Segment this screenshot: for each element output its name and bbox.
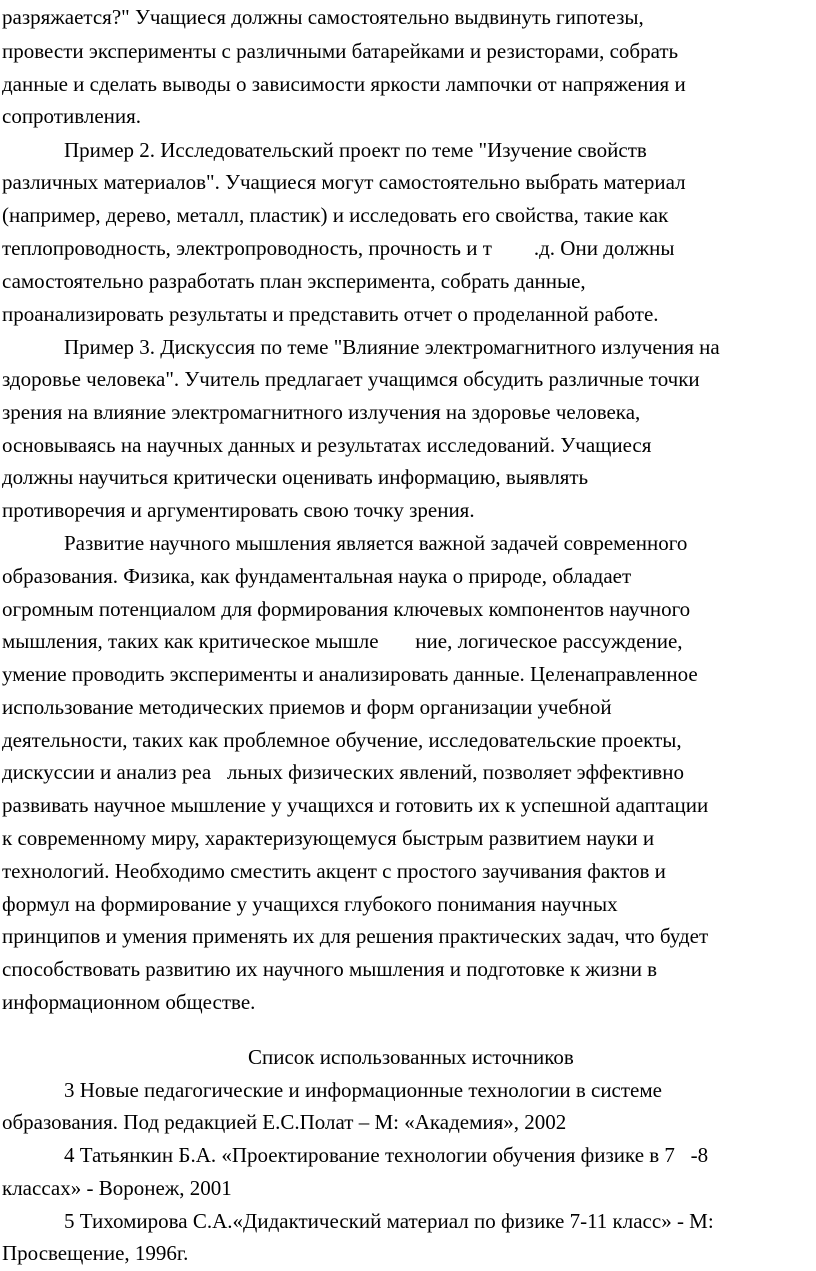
paragraph-line: умение проводить эксперименты и анализировать данные. Целенаправленное	[2, 662, 698, 686]
paragraph-line: разряжается?" Учащиеся должны самостоятельно выдвинуть гипотезы,	[2, 5, 644, 29]
reference-line: Просвещение, 1996г.	[2, 1241, 189, 1265]
paragraph-line: провести эксперименты с различными батарейками и резисторами, собрать	[2, 39, 679, 63]
paragraph-line: противоречия и аргументировать свою точку зрения.	[2, 498, 475, 522]
paragraph-line: развивать научное мышление у учащихся и готовить их к успешной адаптации	[2, 793, 709, 817]
reference-line: классах» - Воронеж, 2001	[2, 1176, 232, 1200]
reference-line: 3 Новые педагогические и информационные технологии в системе	[64, 1078, 662, 1102]
paragraph-line: дискуссии и анализ реа льных физических явлений, позволяет эффективно	[2, 760, 684, 784]
paragraph-line: Пример 2. Исследовательский проект по теме "Изучение свойств	[64, 138, 647, 162]
paragraph-line: использование методических приемов и форм организации учебной	[2, 695, 612, 719]
references-heading: Список использованных источников	[248, 1045, 574, 1069]
reference-line: 4 Татьянкин Б.А. «Проектирование технологии обучения физике в 7 -8	[64, 1143, 709, 1167]
paragraph-line: способствовать развитию их научного мышления и подготовке к жизни в	[2, 957, 658, 981]
paragraph-line: принципов и умения применять их для решения практических задач, что будет	[2, 924, 709, 948]
paragraph-line: теплопроводность, электропроводность, прочность и т .д. Они должны	[2, 236, 675, 260]
paragraph-line: самостоятельно разработать план эксперимента, собрать данные,	[2, 269, 586, 293]
paragraph-line: сопротивления.	[2, 104, 142, 128]
paragraph-line: формул на формирование у учащихся глубокого понимания научных	[2, 892, 618, 916]
paragraph-line: (например, дерево, металл, пластик) и исследовать его свойства, такие как	[2, 203, 669, 227]
paragraph-line: к современному миру, характеризующемуся быстрым развитием науки и	[2, 826, 655, 850]
reference-line: образования. Под редакцией Е.С.Полат – М: «Академия», 2002	[2, 1110, 567, 1134]
paragraph-line: Пример 3. Дискуссия по теме "Влияние электромагнитного излучения на	[64, 335, 720, 359]
paragraph-line: различных материалов". Учащиеся могут самостоятельно выбрать материал	[2, 170, 686, 194]
paragraph-line: мышления, таких как критическое мышле ние, логическое рассуждение,	[2, 629, 683, 653]
paragraph-line: Развитие научного мышления является важной задачей современного	[64, 531, 688, 555]
paragraph-line: деятельности, таких как проблемное обучение, исследовательские проекты,	[2, 728, 682, 752]
paragraph-line: информационном обществе.	[2, 990, 256, 1014]
paragraph-line: проанализировать результаты и представить отчет о проделанной работе.	[2, 302, 659, 326]
paragraph-line: должны научиться критически оценивать информацию, выявлять	[2, 465, 589, 489]
paragraph-line: зрения на влияние электромагнитного излучения на здоровье человека,	[2, 400, 641, 424]
paragraph-line: данные и сделать выводы о зависимости яркости лампочки от напряжения и	[2, 72, 686, 96]
paragraph-line: основываясь на научных данных и результатах исследований. Учащиеся	[2, 433, 652, 457]
reference-line: 5 Тихомирова С.А.«Дидактический материал по физике 7-11 класс» - М:	[64, 1209, 714, 1233]
paragraph-line: технологий. Необходимо сместить акцент с простого заучивания фактов и	[2, 859, 666, 883]
paragraph-line: здоровье человека". Учитель предлагает учащимся обсудить различные точки	[2, 367, 700, 391]
paragraph-line: образования. Физика, как фундаментальная наука о природе, обладает	[2, 564, 632, 588]
paragraph-line: огромным потенциалом для формирования ключевых компонентов научного	[2, 597, 691, 621]
